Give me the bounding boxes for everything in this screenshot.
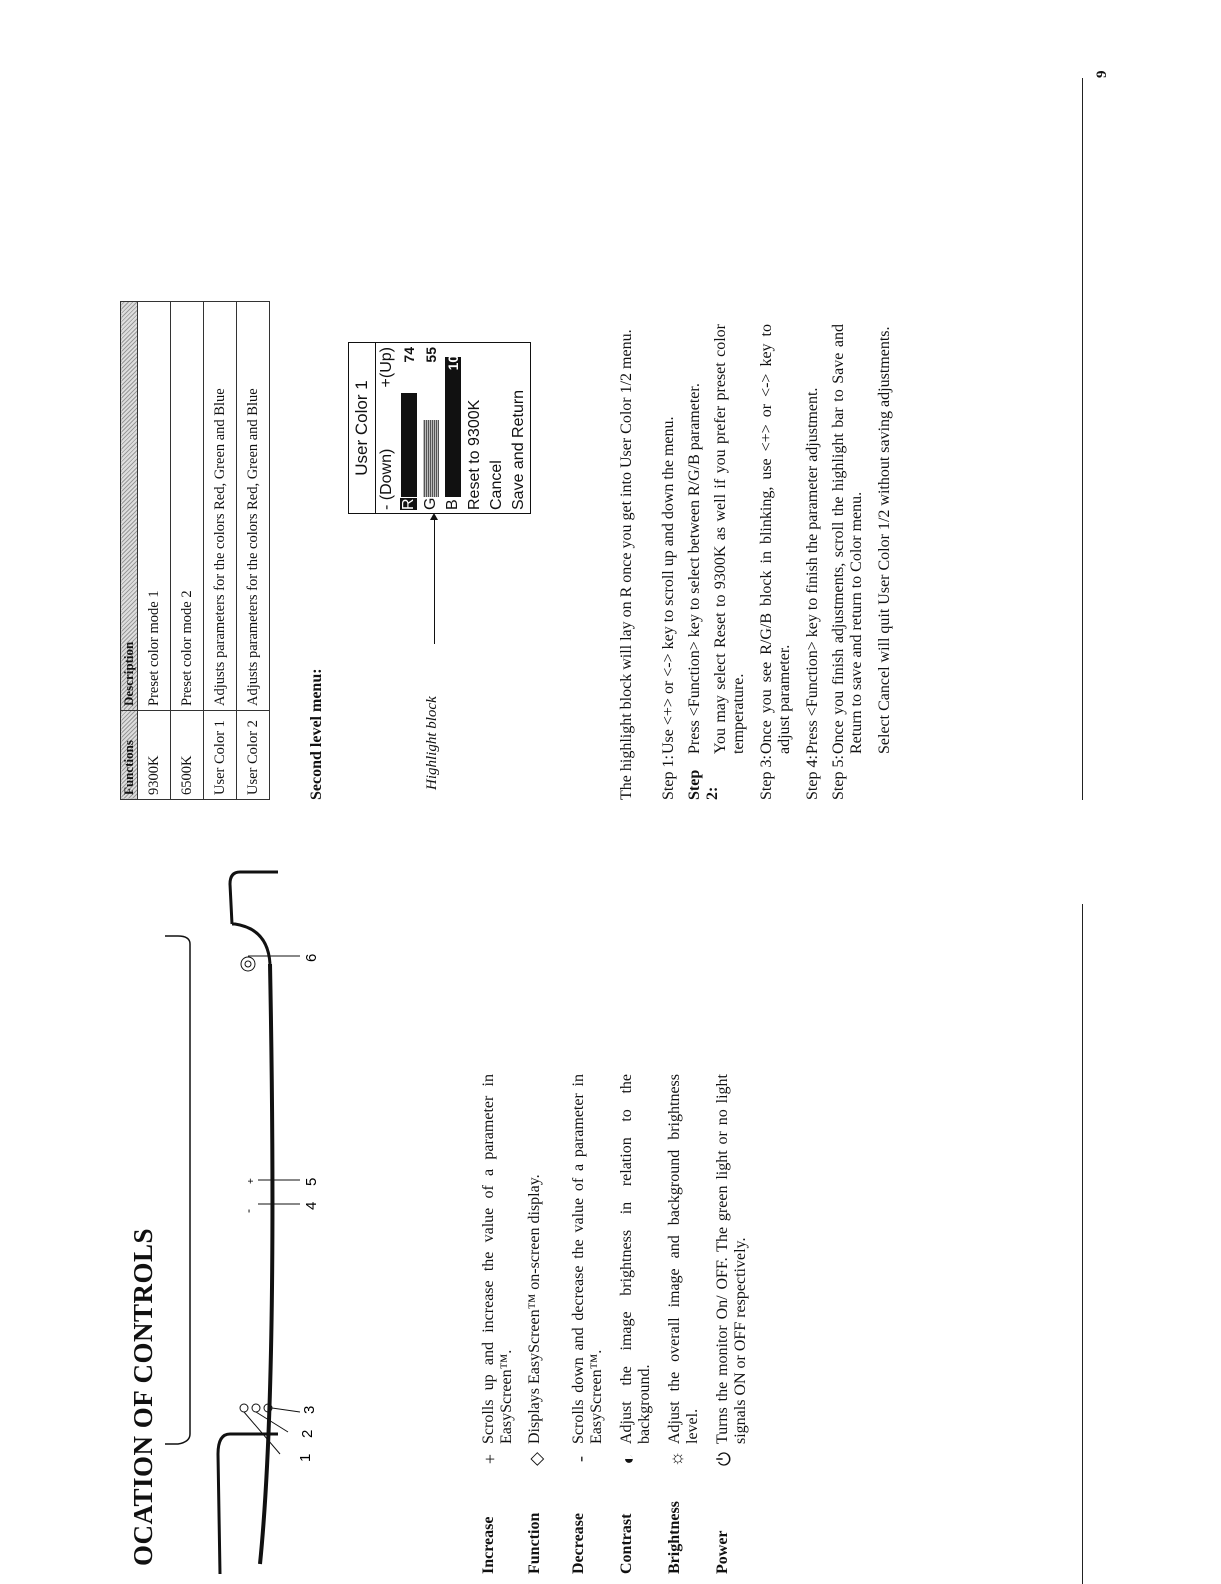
power-icon: ⏻ bbox=[714, 1451, 734, 1467]
control-row-power bbox=[714, 1014, 762, 1574]
step-label: Step 4: bbox=[804, 755, 821, 800]
osd-down-label: - (Down) bbox=[378, 448, 395, 510]
osd-direction-row bbox=[376, 343, 398, 513]
table-row bbox=[237, 302, 270, 800]
osd-channel-b[interactable] bbox=[442, 343, 464, 513]
page-title: OCATION OF CONTROLS bbox=[128, 1227, 158, 1566]
button-1-icon bbox=[240, 1404, 248, 1412]
step-label bbox=[712, 754, 758, 800]
osd-value-g: 55 bbox=[423, 347, 439, 363]
second-level-heading: Second level menu: bbox=[308, 668, 325, 800]
control-name: Brightness bbox=[666, 1501, 683, 1574]
highlight-block-label: Highlight block bbox=[424, 696, 440, 790]
step-2-note bbox=[712, 300, 758, 800]
osd-up-label: +(Up) bbox=[378, 347, 395, 388]
osd-bar-b bbox=[445, 357, 461, 497]
step-text: Press <Function> key to select between R/G/B parameter. bbox=[686, 383, 703, 754]
osd-channel-r[interactable] bbox=[398, 343, 420, 513]
right-page-bottom-rule bbox=[1082, 78, 1083, 800]
table-cell: 6500K bbox=[171, 711, 204, 800]
table-header-row bbox=[121, 302, 138, 800]
steps-list bbox=[660, 300, 922, 800]
minus-icon: - bbox=[570, 1456, 590, 1462]
step-label: Step 3: bbox=[758, 755, 775, 800]
diagram-label-3: 3 bbox=[301, 1405, 318, 1414]
minus-mark: - bbox=[241, 1209, 255, 1213]
control-row-brightness bbox=[666, 1014, 714, 1574]
diagram-label-6: 6 bbox=[303, 953, 320, 962]
osd-channel-label: G bbox=[422, 497, 439, 510]
step-5 bbox=[830, 300, 876, 800]
function-diamond-icon: ◇ bbox=[526, 1452, 546, 1466]
power-button-icon bbox=[241, 957, 255, 971]
contrast-icon: ◐ bbox=[618, 1453, 638, 1465]
control-row-function bbox=[526, 1014, 570, 1574]
control-row-increase bbox=[480, 1014, 526, 1574]
step-label: Step 5: bbox=[830, 755, 847, 800]
highlight-arrow-head bbox=[430, 513, 438, 520]
osd-channel-label: R bbox=[400, 498, 417, 510]
diagram-label-4: 4 bbox=[303, 1201, 320, 1210]
user-color-osd-menu bbox=[348, 342, 531, 514]
step-text: You may select Reset to 9300K as well if you prefer preset color temperature. bbox=[712, 324, 747, 754]
control-description: Turns the monitor On/ OFF. The green light or no light signals ON or OFF respectively. bbox=[714, 1074, 749, 1444]
button-2-icon bbox=[252, 1404, 260, 1412]
step-5-note bbox=[876, 300, 922, 800]
osd-bar-g bbox=[423, 420, 439, 497]
step-label: Step 2: bbox=[686, 769, 721, 800]
control-description: Adjust the image brightness in relation to the background. bbox=[618, 1074, 653, 1444]
step-label: Step 1: bbox=[660, 755, 677, 800]
functions-table bbox=[120, 301, 270, 800]
osd-item-reset[interactable]: Reset to 9300K bbox=[466, 399, 483, 510]
step-3 bbox=[758, 300, 804, 800]
step-text: Press <Function> key to finish the parameter adjustment. bbox=[804, 387, 821, 754]
control-description: Scrolls down and decrease the value of a parameter in EasyScreen™. bbox=[570, 1074, 605, 1444]
control-name: Decrease bbox=[570, 1513, 587, 1574]
step-text: Use <+> or <-> key to scroll up and down the menu. bbox=[660, 416, 677, 754]
highlight-arrow bbox=[434, 516, 435, 644]
diagram-label-1: 1 bbox=[297, 1453, 314, 1462]
control-name: Function bbox=[526, 1512, 543, 1574]
controls-list bbox=[480, 1014, 762, 1574]
step-4 bbox=[804, 300, 830, 800]
osd-item-cancel[interactable]: Cancel bbox=[488, 460, 505, 510]
step-label bbox=[876, 754, 922, 800]
control-name: Contrast bbox=[618, 1513, 635, 1574]
control-row-decrease bbox=[570, 1014, 618, 1574]
step-2 bbox=[686, 300, 721, 800]
plus-icon: + bbox=[480, 1453, 500, 1465]
control-row-contrast bbox=[618, 1014, 666, 1574]
control-name: Increase bbox=[480, 1516, 497, 1574]
table-row bbox=[138, 302, 171, 800]
control-name: Power bbox=[714, 1530, 731, 1574]
step-text: Select Cancel will quit User Color 1/2 without saving adjustments. bbox=[876, 326, 893, 754]
osd-channel-g[interactable] bbox=[420, 343, 442, 513]
table-cell: Adjusts parameters for the colors Red, Green and Blue bbox=[204, 302, 237, 711]
osd-item-save-return[interactable]: Save and Return bbox=[510, 389, 527, 510]
table-cell: User Color 2 bbox=[237, 711, 270, 800]
step-text: Once you see R/G/B block in blinking, use <+> or <-> key to adjust parameter. bbox=[758, 324, 793, 754]
osd-value-b: 100 bbox=[445, 347, 461, 371]
brightness-sun-icon: ☼ bbox=[666, 1450, 686, 1468]
control-description: Adjust the overall image and background brightness level. bbox=[666, 1074, 701, 1444]
diagram-label-2: 2 bbox=[299, 1429, 316, 1438]
step-text: Once you finish adjustments, scroll the highlight bar to Save and Return to save and return to Color menu. bbox=[830, 324, 865, 754]
left-page-bottom-rule bbox=[1082, 904, 1083, 1584]
osd-channel-label: B bbox=[444, 499, 461, 510]
monitor-front-diagram bbox=[160, 864, 320, 1584]
table-cell: Preset color mode 1 bbox=[138, 302, 171, 711]
table-row bbox=[204, 302, 237, 800]
table-header: Functions bbox=[121, 711, 138, 800]
page-number: 9 bbox=[1094, 70, 1110, 78]
table-cell: Adjusts parameters for the colors Red, Green and Blue bbox=[237, 302, 270, 711]
osd-bar-r bbox=[401, 393, 417, 497]
control-description: Displays EasyScreen™ on-screen display. bbox=[526, 1174, 543, 1444]
table-cell: User Color 1 bbox=[204, 711, 237, 800]
diagram-label-5: 5 bbox=[303, 1177, 320, 1186]
step-1 bbox=[660, 300, 686, 800]
table-header: Description bbox=[121, 302, 138, 711]
intro-text: The highlight block will lay on R once you get into User Color 1/2 menu. bbox=[618, 329, 635, 800]
table-cell: 9300K bbox=[138, 711, 171, 800]
osd-title: User Color 1 bbox=[349, 343, 376, 513]
osd-value-r: 74 bbox=[401, 347, 417, 363]
table-cell: Preset color mode 2 bbox=[171, 302, 204, 711]
table-row bbox=[171, 302, 204, 800]
control-description: Scrolls up and increase the value of a parameter in EasyScreen™. bbox=[480, 1074, 515, 1444]
plus-mark: + bbox=[246, 1178, 257, 1184]
